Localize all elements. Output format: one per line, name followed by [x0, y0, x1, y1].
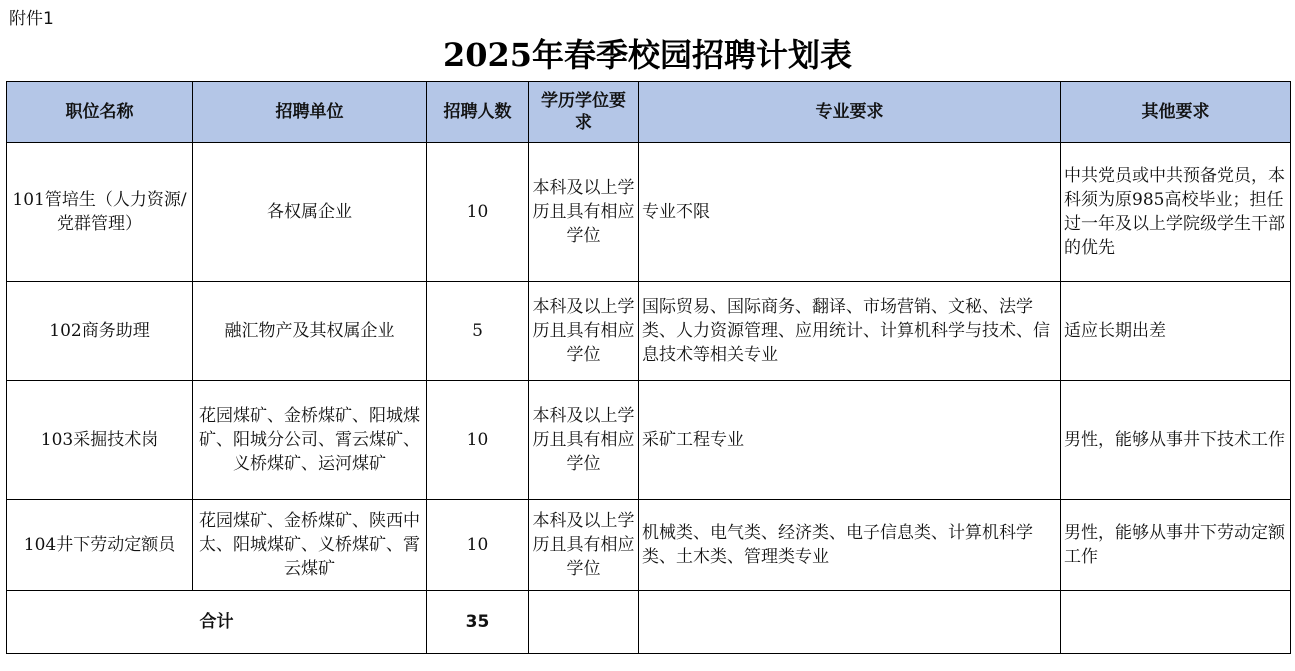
cell-other-text: 适应长期出差	[1064, 321, 1166, 341]
cell-major-text: 机械类、电气类、经济类、电子信息类、计算机科学类、土木类、管理类专业	[642, 523, 1033, 567]
header-education	[529, 82, 639, 143]
cell-position	[7, 143, 193, 282]
header-other: 其他要求	[1061, 82, 1291, 143]
total-empty-cell	[529, 591, 639, 654]
cell-major	[639, 143, 1061, 282]
cell-education	[529, 381, 639, 500]
total-row	[7, 591, 1291, 654]
cell-position	[7, 500, 193, 591]
cell-count: 5	[427, 282, 529, 381]
total-empty-cell	[1061, 591, 1291, 654]
header-count: 招聘人数	[427, 82, 529, 143]
table-row	[7, 381, 1291, 500]
cell-major-text: 专业不限	[642, 202, 710, 222]
header-major: 专业要求	[639, 82, 1061, 143]
table-row	[7, 282, 1291, 381]
cell-other	[1061, 500, 1291, 591]
cell-other	[1061, 143, 1291, 282]
page-title: 2025年春季校园招聘计划表	[442, 36, 853, 74]
cell-other-text: 男性，能够从事井下劳动定额工作	[1064, 523, 1285, 567]
total-label: 合计	[7, 591, 427, 654]
cell-position-text: 101管培生（人力资源/党群管理）	[12, 190, 187, 234]
cell-unit	[193, 381, 427, 500]
cell-unit	[193, 143, 427, 282]
header-unit: 招聘单位	[193, 82, 427, 143]
cell-major-text: 国际贸易、国际商务、翻译、市场营销、文秘、法学类、人力资源管理、应用统计、计算机科学与技术、信息技术等相关专业	[642, 297, 1050, 365]
cell-major	[639, 500, 1061, 591]
recruitment-plan-table	[6, 81, 1291, 654]
cell-position-text: 104井下劳动定额员	[23, 535, 176, 555]
cell-unit	[193, 500, 427, 591]
total-value: 35	[427, 591, 529, 654]
cell-education-text: 本科及以上学历且具有相应学位	[532, 511, 635, 579]
cell-other	[1061, 381, 1291, 500]
cell-education	[529, 500, 639, 591]
cell-education	[529, 282, 639, 381]
total-empty-cell	[639, 591, 1061, 654]
cell-position	[7, 381, 193, 500]
cell-unit	[193, 282, 427, 381]
cell-count: 10	[427, 500, 529, 591]
cell-other-text: 男性，能够从事井下技术工作	[1064, 430, 1285, 450]
cell-unit-text: 各权属企业	[267, 202, 352, 222]
cell-education-text: 本科及以上学历且具有相应学位	[532, 406, 635, 474]
cell-other	[1061, 282, 1291, 381]
cell-unit-text: 花园煤矿、金桥煤矿、阳城煤矿、阳城分公司、霄云煤矿、义桥煤矿、运河煤矿	[199, 406, 420, 474]
cell-count: 10	[427, 381, 529, 500]
cell-education-text: 本科及以上学历且具有相应学位	[532, 297, 635, 365]
cell-position-text: 103采掘技术岗	[40, 430, 159, 450]
cell-position	[7, 282, 193, 381]
cell-major	[639, 282, 1061, 381]
cell-count: 10	[427, 143, 529, 282]
table-row	[7, 143, 1291, 282]
attachment-label: 附件1	[9, 9, 54, 29]
table-row	[7, 500, 1291, 591]
table-header-row	[7, 82, 1291, 143]
header-position: 职位名称	[7, 82, 193, 143]
cell-education-text: 本科及以上学历且具有相应学位	[532, 178, 635, 246]
cell-major	[639, 381, 1061, 500]
cell-unit-text: 花园煤矿、金桥煤矿、陕西中太、阳城煤矿、义桥煤矿、霄云煤矿	[199, 511, 420, 579]
cell-other-text: 中共党员或中共预备党员，本科须为原985高校毕业；担任过一年及以上学院级学生干部的优先	[1064, 166, 1285, 258]
header-education-text: 学历学位要求	[541, 91, 626, 133]
cell-unit-text: 融汇物产及其权属企业	[224, 321, 395, 341]
cell-major-text: 采矿工程专业	[642, 430, 744, 450]
cell-education	[529, 143, 639, 282]
cell-position-text: 102商务助理	[49, 321, 150, 341]
